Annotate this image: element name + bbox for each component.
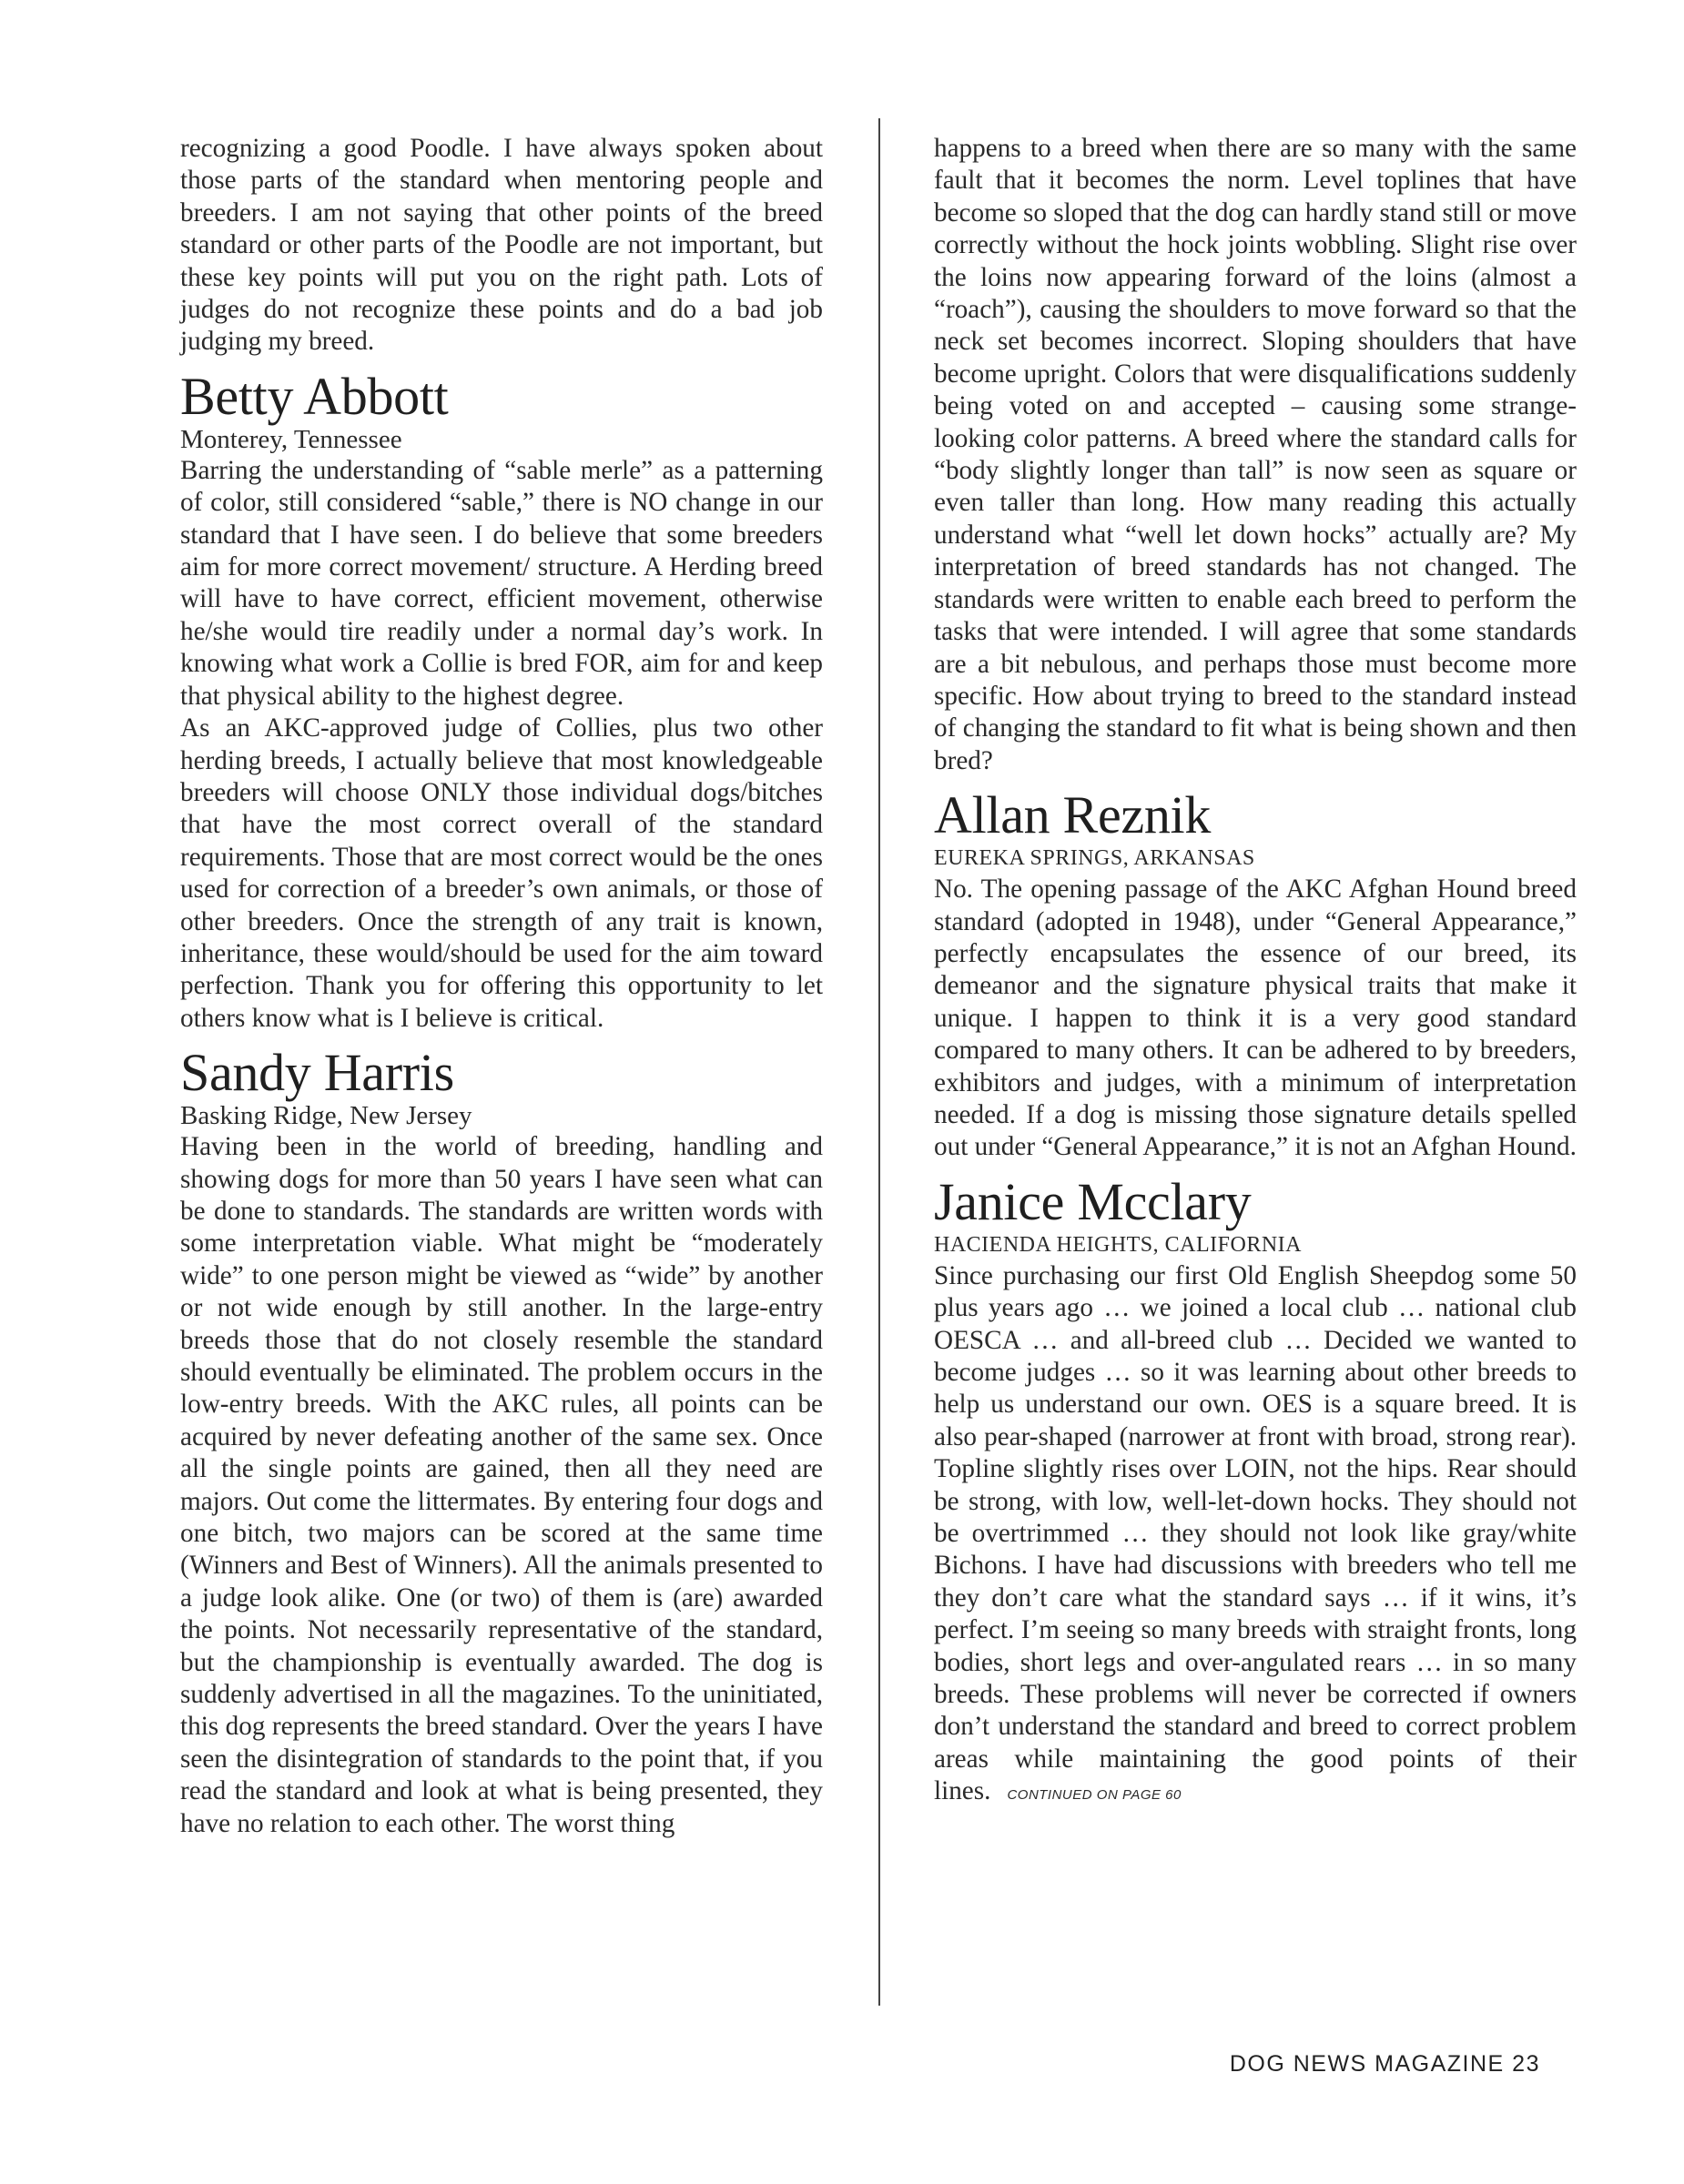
section-janice-mcclary [934,1171,1577,1812]
author-location: Basking Ridge, New Jersey [180,1101,472,1131]
page-footer: DOG NEWS MAGAZINE 23 [1229,2051,1540,2077]
author-name: Janice Mcclary [934,1171,1252,1231]
author-name: Betty Abbott [180,366,449,426]
continued-link[interactable]: CONTINUED ON PAGE 60 [1007,1787,1182,1804]
column-divider [878,118,880,2006]
body-paragraph: As an AKC-approved judge of Collies, plus two other herding breeds, I actually believe that most knowledgeable breeders will choose ONLY those individual dogs/bitches that have the most correct overall of the standard requirements. Those that are most correct would be the ones used for correction of a breeder’s own animals, or those of other breeders. Once the strength of any trait is known, inheritance, these would/should be used for the aim toward perfection. Thank you for offering this opportunity to let others know what is I believe is critical. [180,713,823,1033]
right-column [934,133,1577,1812]
author-location: EUREKA SPRINGS, ARKANSAS [934,846,1255,871]
author-location: HACIENDA HEIGHTS, CALIFORNIA [934,1232,1302,1257]
section-betty-abbott [180,366,823,1035]
left-intro-paragraph: recognizing a good Poodle. I have always spoken about those parts of the standard when mentoring people and breeders. I am not saying that other points of the breed standard or other parts of the Poodle are not important, but these key points will put you on the right path. Lots of judges do not recognize these points and do a bad job judging my breed. [180,134,823,357]
body-paragraph: Barring the understanding of “sable merle” as a patterning of color, still considered “sable,” there is NO change in our standard that I have seen. I do believe that some breeders aim for more correct movement/ structure. A Herding breed will have to have correct, efficient movement, otherwise he/she would tire readily under a normal day’s work. In knowing what work a Collie is bred FOR, aim for and keep that physical ability to the highest degree. [180,455,823,711]
body-paragraph [934,1260,1577,1812]
section-sandy-harris [180,1043,823,1840]
right-intro-paragraph: happens to a breed when there are so many with the same fault that it becomes the norm. Level toplines that have become so sloped that the dog can hardly stand still or move correctly without the hock joints wobbling. Slight rise over the loins now appearing forward of the loins (almost a “roach”), causing the shoulders to move forward so that the neck set becomes incorrect. Sloping shoulders that have become upright. Colors that were disqualifications suddenly being voted on and accepted – causing some strange-looking color patterns. A breed where the standard calls for “body slightly longer than tall” is now seen as square or even taller than long. How many reading this actually understand what “well let down hocks” actually are? My interpretation of breed standards has not changed. The standards were written to enable each breed to perform the tasks that were intended. I will agree that some standards are a bit nebulous, and perhaps those must become more specific. How about trying to breed to the standard instead of changing the standard to fit what is being shown and then bred? [934,134,1577,775]
body-paragraph-text: Since purchasing our first Old English Sheepdog some 50 plus years ago … we joined a local club … national club OESCA … and all-breed club … Decided we wanted to become judges … so it was learning about other breeds to help us understand our own. OES is a square breed. It is also pear-shaped (narrower at front with broad, strong rear). Topline slightly rises over LOIN, not the hips. Rear should be strong, with low, well-let-down hocks. They should not be overtrimmed … they should not look like gray/white Bichons. I have had discussions with breeders who tell me they don’t care what the standard says … if it wins, it’s perfect. I’m seeing so many breeds with straight fronts, long bodies, short legs and over-angulated rears … in so many breeds. These problems will never be corrected if owners don’t understand the standard and breed to correct problem areas while maintaining the good points of their lines. [934,1260,1577,1806]
section-allan-reznik [934,785,1577,1164]
body-paragraph: No. The opening passage of the AKC Afghan Hound breed standard (adopted in 1948), under “General Appearance,” perfectly encapsulates the essence of our breed, its demeanor and the signature physical traits that make it unique. I happen to think it is a very good standard compared to many others. It can be adhered to by breeders, exhibitors and judges, with a minimum of interpretation needed. If a dog is missing those signature details spelled out under “General Appearance,” it is not an Afghan Hound. [934,875,1577,1162]
left-column [180,133,823,1840]
author-location: Monterey, Tennessee [180,424,402,454]
body-paragraph: Having been in the world of breeding, handling and showing dogs for more than 50 years I have seen what can be done to standards. The standards are written words with some interpretation viable. What might be “moderately wide” to one person might be viewed as “wide” by another or not wide enough by still another. In the large-entry breeds those that do not closely resemble the standard should eventually be eliminated. The problem occurs in the low-entry breeds. With the AKC rules, all points can be acquired by never defeating another of the same sex. Once all the single points are gained, then all they need are majors. Out come the littermates. By entering four dogs and one bitch, two majors can be scored at the same time (Winners and Best of Winners). All the animals presented to a judge look alike. One (or two) of them is (are) awarded the points. Not necessarily representative of the standard, but the championship is eventually awarded. The dog is suddenly advertised in all the magazines. To the uninitiated, this dog represents the breed standard. Over the years I have seen the disintegration of standards to the point that, if you read the standard and look at what is being presented, they have no relation to each other. The worst thing [180,1132,823,1838]
author-name: Sandy Harris [180,1043,454,1103]
author-name: Allan Reznik [934,785,1212,845]
